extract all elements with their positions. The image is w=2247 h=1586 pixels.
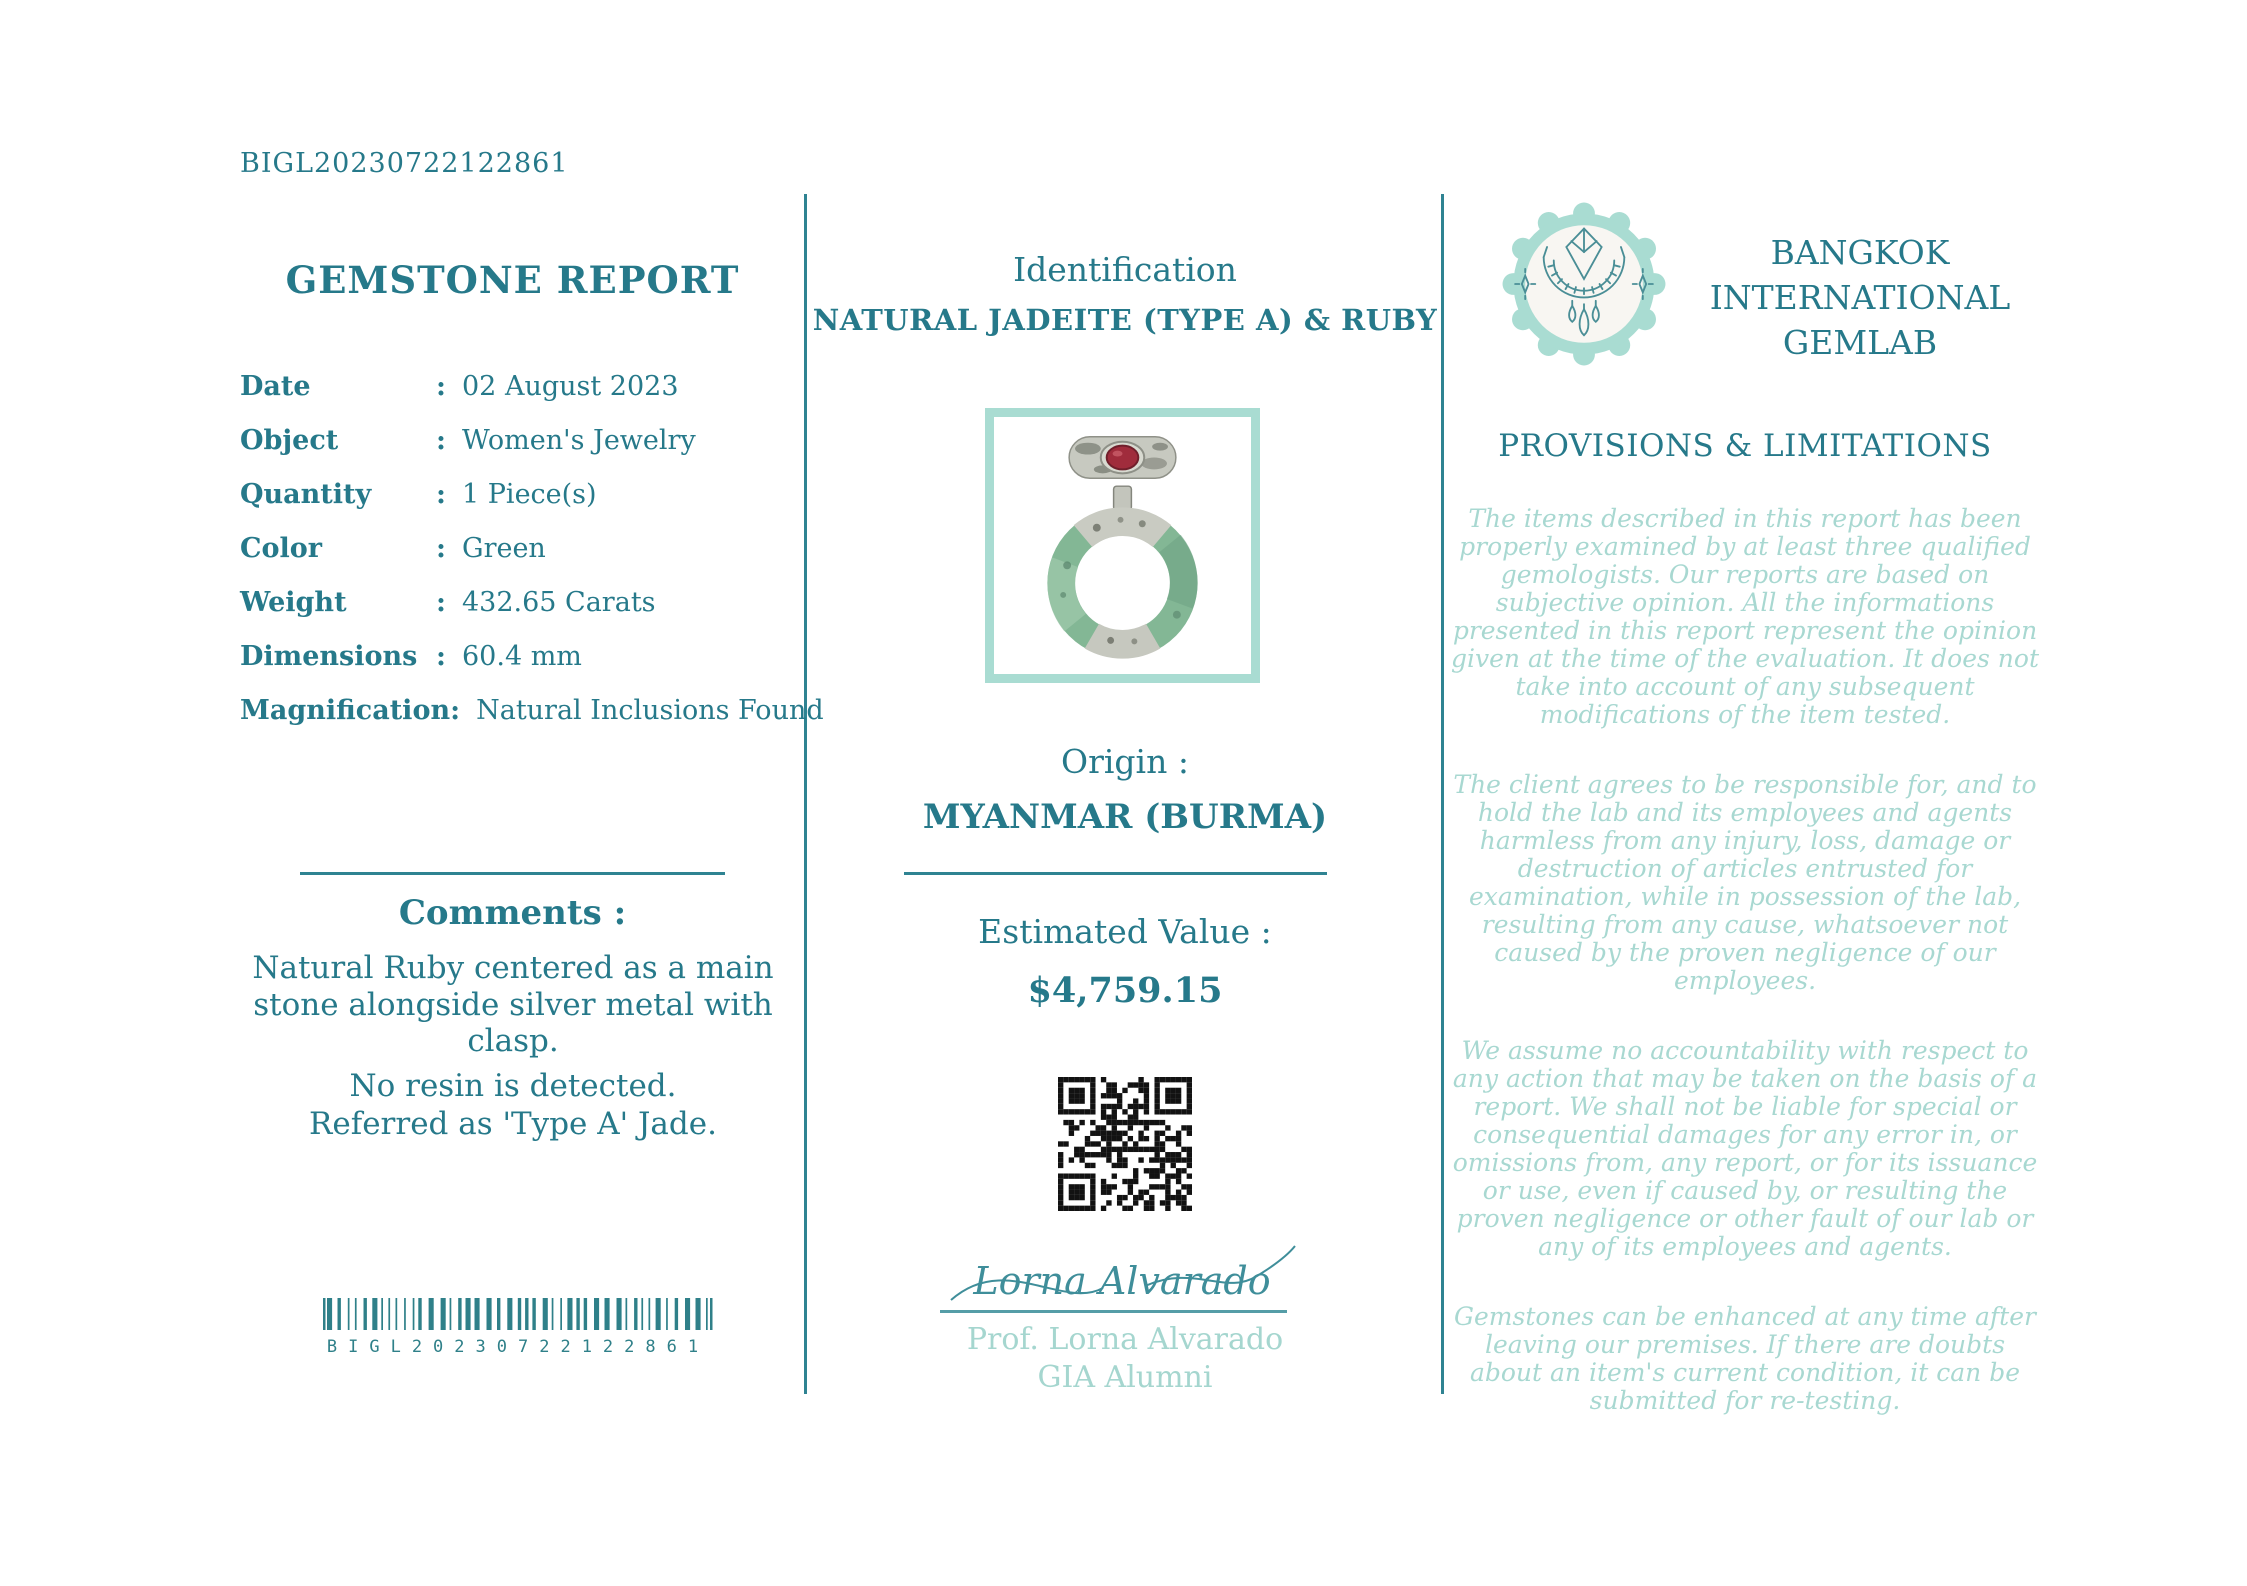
provision-paragraph: Gemstones can be enhanced at any time after leaving our premises. If there are doubts about an item's current condition, it can be submitted for re-testing. bbox=[1454, 1302, 2036, 1415]
field-value: 432.65 Carats bbox=[462, 587, 656, 618]
estimated-value-label: Estimated Value : bbox=[978, 912, 1272, 951]
report-fields-table bbox=[240, 360, 824, 738]
field-label: Object bbox=[240, 425, 339, 456]
bail bbox=[1114, 486, 1132, 510]
field-label: Weight bbox=[240, 587, 347, 618]
identification-heading: Identification bbox=[1013, 250, 1237, 289]
field-row-weight bbox=[240, 576, 800, 630]
comments-heading: Comments : bbox=[398, 893, 627, 933]
lab-logo bbox=[1500, 200, 1668, 368]
lab-name bbox=[1662, 230, 2058, 365]
lab-name-line: INTERNATIONAL bbox=[1709, 278, 2011, 317]
field-label: Dimensions bbox=[240, 641, 418, 672]
field-row-date bbox=[240, 360, 800, 414]
field-label: Color bbox=[240, 533, 322, 564]
value-divider-line bbox=[904, 872, 1327, 875]
logo-badge-scallop bbox=[1503, 203, 1666, 366]
field-value: 1 Piece(s) bbox=[462, 479, 597, 510]
gemstone-name: NATURAL JADEITE (TYPE A) & RUBY bbox=[812, 303, 1438, 337]
origin-value: MYANMAR (BURMA) bbox=[922, 797, 1328, 837]
jewelry-photo bbox=[985, 408, 1260, 683]
field-row-object bbox=[240, 414, 800, 468]
field-value: Women's Jewelry bbox=[462, 425, 696, 456]
comment-text-secondary bbox=[222, 1068, 804, 1144]
field-colon: : bbox=[436, 641, 446, 672]
jewelry-illustration bbox=[994, 417, 1251, 674]
column-divider-left bbox=[804, 194, 807, 1394]
comment-line: No resin is detected. bbox=[349, 1068, 677, 1104]
provisions-text bbox=[1445, 505, 2045, 1457]
report-title: GEMSTONE REPORT bbox=[285, 258, 740, 302]
field-label: Date bbox=[240, 371, 311, 402]
comment-text-main: Natural Ruby centered as a main stone alongside silver metal with clasp. bbox=[252, 950, 774, 1060]
field-value: Green bbox=[462, 533, 546, 564]
field-row-dimensions bbox=[240, 630, 800, 684]
comment-line: Referred as 'Type A' Jade. bbox=[309, 1105, 717, 1142]
provisions-heading: PROVISIONS & LIMITATIONS bbox=[1498, 428, 1992, 464]
field-row-quantity bbox=[240, 468, 800, 522]
provision-paragraph: We assume no accountability with respect to any action that may be taken on the basis of a report. We shall not be liable for special or consequential damages for any error in, or omissions from, any report, or for its issuance or use, even if caused by, or resulting the proven negligence or other fault of our lab or any of its employees and agents. bbox=[1452, 1036, 2038, 1261]
report-number: BIGL20230722122861 bbox=[240, 148, 569, 179]
field-label: Magnification bbox=[240, 695, 451, 726]
field-colon: : bbox=[436, 479, 446, 510]
field-value: 02 August 2023 bbox=[462, 371, 679, 402]
field-colon: : bbox=[450, 695, 461, 726]
qr-code bbox=[1058, 1077, 1192, 1211]
field-colon: : bbox=[436, 425, 446, 456]
field-label: Quantity bbox=[240, 479, 372, 510]
origin-label: Origin : bbox=[1061, 742, 1189, 781]
signer-title: GIA Alumni bbox=[1037, 1360, 1213, 1395]
field-colon: : bbox=[436, 587, 446, 618]
provision-paragraph: The items described in this report has been properly examined by at least three qualified gemologists. Our reports are based on subjective opinion. All the informations presented in this report represent the opinion given at the time of the evaluation. It does not take into account of any subsequent modifications of the item tested. bbox=[1451, 504, 2039, 729]
field-row-color bbox=[240, 522, 800, 576]
signer-name: Prof. Lorna Alvarado bbox=[966, 1322, 1284, 1357]
lab-name-line: BANGKOK bbox=[1770, 233, 1950, 272]
field-colon: : bbox=[436, 533, 446, 564]
signature bbox=[945, 1238, 1300, 1316]
provision-paragraph: The client agrees to be responsible for, and to hold the lab and its employees and agents harmless from any injury, loss, damage or destruction of articles entrusted for examination, while in possession of the lab, resulting from any cause, whatsoever not caused by the proven negligence of our employees. bbox=[1453, 770, 2037, 995]
field-value: 60.4 mm bbox=[462, 641, 582, 672]
jade-ring bbox=[1060, 517, 1184, 645]
lab-name-line: GEMLAB bbox=[1782, 323, 1938, 362]
clasp-bar bbox=[1069, 437, 1176, 479]
field-row-magnification bbox=[240, 684, 824, 738]
field-colon: : bbox=[436, 371, 446, 402]
estimated-value: $4,759.15 bbox=[1027, 970, 1223, 1011]
barcode-bars bbox=[323, 1298, 713, 1330]
column-divider-right bbox=[1441, 194, 1444, 1394]
barcode bbox=[323, 1298, 713, 1357]
barcode-text: BIGL20230722122861 bbox=[326, 1337, 710, 1357]
comments-divider-line bbox=[300, 872, 725, 875]
field-value: Natural Inclusions Found bbox=[476, 695, 824, 726]
ruby-gem bbox=[1107, 446, 1139, 470]
signature-line bbox=[940, 1310, 1287, 1313]
signature-name-script: Lorna Alvarado bbox=[973, 1259, 1271, 1303]
